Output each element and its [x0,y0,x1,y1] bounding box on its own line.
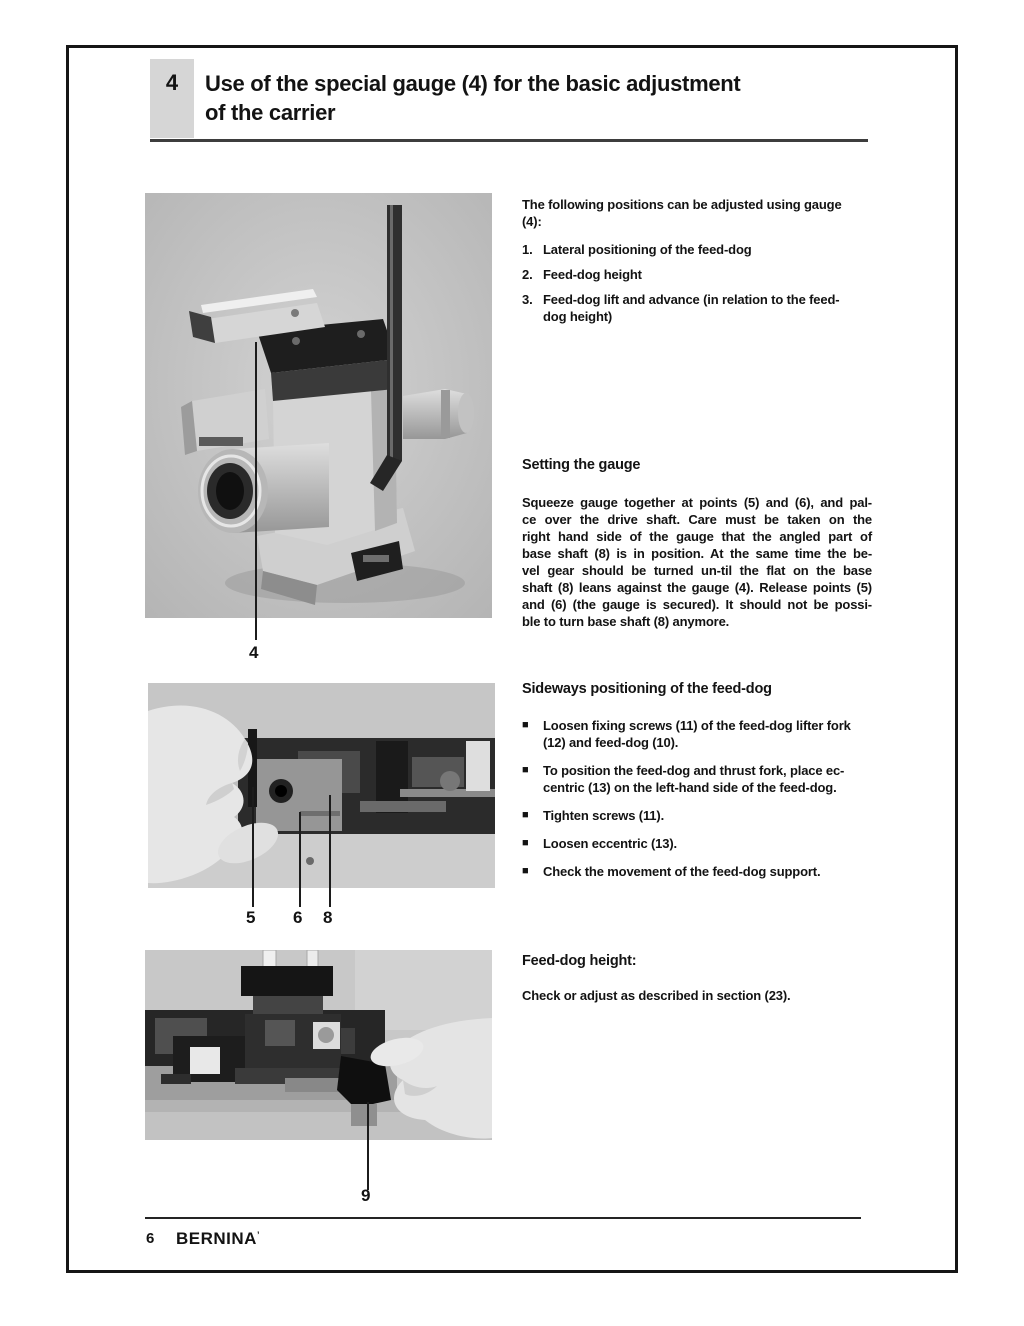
list-item-3 [522,291,872,325]
list-item-2 [522,266,872,283]
figure-1-photo-gauge [145,193,492,618]
brand-logo [176,1229,259,1249]
clamp [161,1036,245,1084]
leader-line-4 [255,342,257,640]
feed-dog-height-heading: Feed-dog height: [522,953,637,969]
page-number: 6 [146,1230,155,1247]
figure-1-label: 4 [249,643,259,662]
figure-2-label-6: 6 [293,908,303,927]
bullet-square-icon: ■ [522,837,529,849]
brand-name: BERNINA [176,1229,257,1248]
gauge-illustration [145,193,492,618]
figure-2-label-8: 8 [323,908,333,927]
bullet-item-4 [522,835,872,852]
setting-gauge-heading: Setting the gauge [522,457,641,473]
drive-shaft-boss [198,443,329,533]
feed-dog-height-text: Check or adjust as described in section (23). [522,988,791,1003]
sideways-heading: Sideways positioning of the feed-dog [522,681,772,697]
header-rule [150,139,868,142]
bullet-square-icon: ■ [522,809,529,821]
setting-gauge-paragraph: Squeeze gauge together at points (5) and (6), and pal- ce over the drive shaft. Care must be taken on the right hand side of the gauge that the angled part of base shaft (8) is in position. At the same time the be- vel gear should be turned un-til the flat on the base shaft (8) leans against the gauge (4). Release points (5) and (6) (the gauge is secured). It should not be possi- ble to turn base shaft (8) anymore. [522,495,872,629]
figure-2-photo-hand-gauge [148,683,495,888]
bullet-square-icon: ■ [522,719,529,731]
bullet-text: To position the feed-dog and thrust fork, place ec- centric (13) on the left-hand side of the feed-dog. [543,763,845,795]
bullet-text: Check the movement of the feed-dog support. [543,864,821,879]
figure-2-label-5: 5 [246,908,256,927]
leader-line-9 [367,1102,369,1190]
bullet-square-icon: ■ [522,865,529,877]
list-text: Lateral positioning of the feed-dog [543,242,752,257]
sideways-illustration [148,683,495,888]
figure-3-photo-feed-dog [145,950,492,1140]
leader-line-8 [329,795,331,907]
figure-3-label: 9 [361,1186,371,1205]
bullet-text: Loosen fixing screws (11) of the feed-dog lifter fork (12) and feed-dog (10). [543,718,851,750]
intro-paragraph: The following positions can be adjusted using gauge (4): [522,197,842,229]
shaft-end [403,389,474,439]
page-title: Use of the special gauge (4) for the basic adjustment of the carrier [205,71,741,125]
list-number: 3. [522,292,533,307]
leader-line-6 [299,812,301,907]
brand-trademark-icon: ’ [256,1230,260,1240]
feed-dog-illustration [145,950,492,1140]
numbered-list [522,241,872,333]
bullet-item-3 [522,807,872,824]
bullet-item-2 [522,762,872,796]
bullet-list [522,717,872,891]
leader-line-5 [252,787,254,907]
bullet-item-1 [522,717,872,751]
bullet-text: Tighten screws (11). [543,808,665,823]
list-number: 1. [522,242,533,257]
list-text: Feed-dog lift and advance (in relation to the feed- dog height) [543,292,840,324]
bullet-item-5 [522,863,872,880]
bullet-text: Loosen eccentric (13). [543,836,677,851]
list-item-1 [522,241,872,258]
section-number-box [150,59,194,138]
footer-rule [145,1217,861,1219]
list-text: Feed-dog height [543,267,642,282]
bullet-square-icon: ■ [522,764,529,776]
section-number: 4 [165,70,179,95]
list-number: 2. [522,267,533,282]
